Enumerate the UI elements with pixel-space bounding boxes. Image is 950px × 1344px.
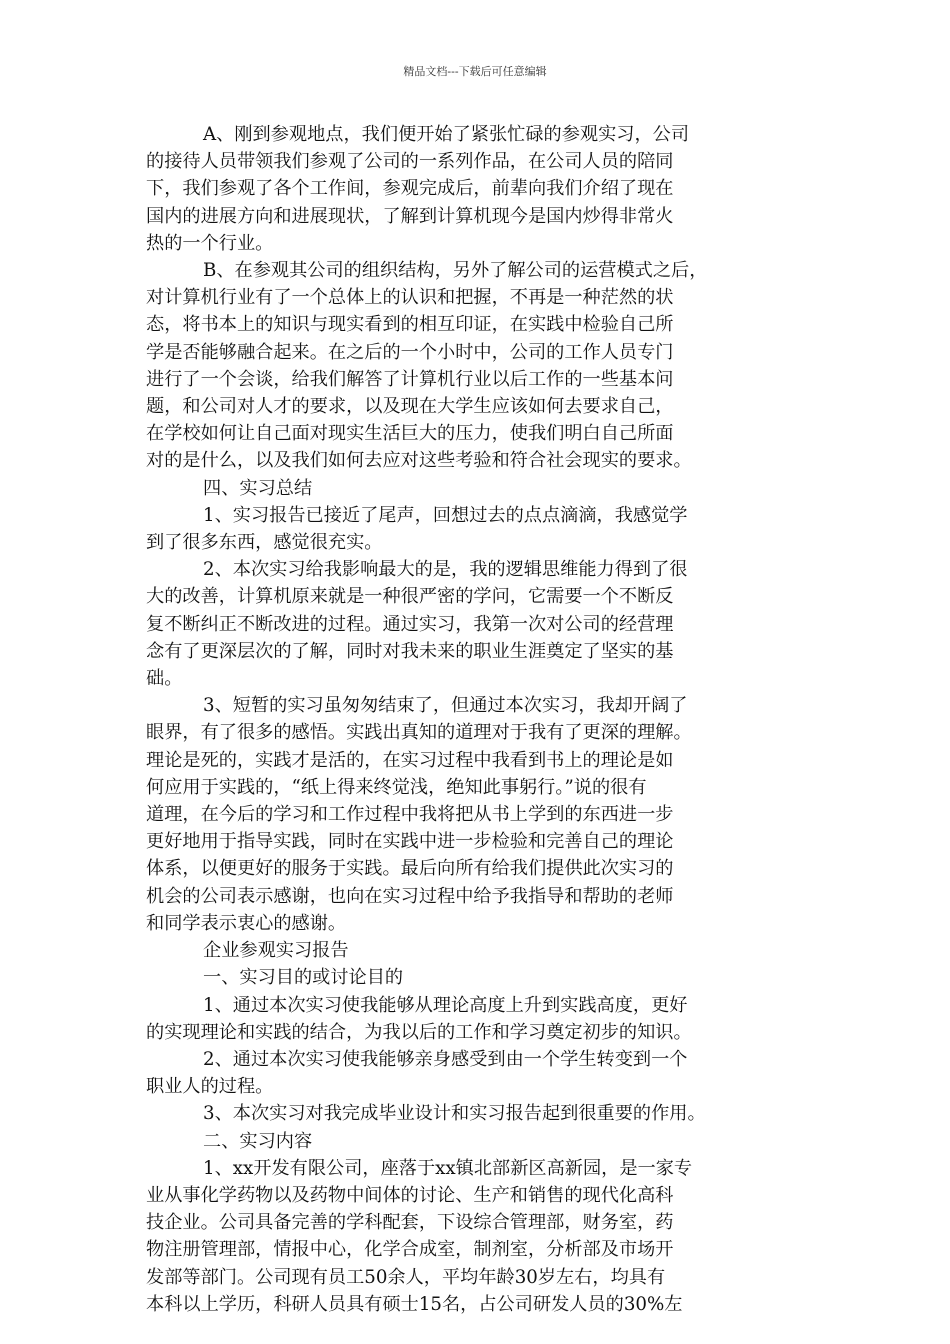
page-header: 精品文档---下载后可任意编辑 bbox=[403, 65, 547, 78]
text-line: 大的改善，计算机原来就是一种很严密的学问，它需要一个不断反 bbox=[146, 586, 674, 608]
paragraph bbox=[146, 964, 810, 991]
paragraph bbox=[146, 937, 810, 964]
text-line: 1、通过本次实习使我能够从理论高度上升到实践高度，更好 bbox=[203, 994, 688, 1016]
paragraph bbox=[146, 1046, 810, 1100]
text-line: 眼界，有了很多的感悟。实践出真知的道理对于我有了更深的理解。 bbox=[146, 722, 692, 744]
text-line: 何应用于实践的，“纸上得来终觉浅，绝知此事躬行。”说的很有 bbox=[146, 776, 647, 798]
text-line: 下，我们参观了各个工作间，参观完成后，前辈向我们介绍了现在 bbox=[146, 178, 674, 200]
paragraph bbox=[146, 1128, 810, 1155]
text-line: B、在参观其公司的组织结构，另外了解公司的运营模式之后， bbox=[203, 260, 708, 282]
text-line: 理论是死的，实践才是活的，在实习过程中我看到书上的理论是如 bbox=[146, 749, 674, 771]
paragraph bbox=[146, 475, 810, 502]
paragraph bbox=[146, 992, 810, 1046]
text-line: 发部等部门。公司现有员工50余人，平均年龄30岁左右，均具有 bbox=[146, 1266, 666, 1288]
text-line: 四、实习总结 bbox=[203, 477, 313, 499]
text-line: 学是否能够融合起来。在之后的一个小时中，公司的工作人员专门 bbox=[146, 341, 674, 363]
text-line: 企业参观实习报告 bbox=[203, 940, 349, 962]
text-line: 复不断纠正不断改进的过程。通过实习，我第一次对公司的经营理 bbox=[146, 613, 674, 635]
text-line: 机会的公司表示感谢，也向在实习过程中给予我指导和帮助的老师 bbox=[146, 885, 674, 907]
text-line: 1、xx开发有限公司，座落于xx镇北部新区高新园，是一家专 bbox=[203, 1157, 693, 1179]
text-line: 技企业。公司具备完善的学科配套，下设综合管理部，财务室，药 bbox=[146, 1212, 674, 1234]
text-line: 对的是什么，以及我们如何去应对这些考验和符合社会现实的要求。 bbox=[146, 450, 692, 472]
text-line: 3、短暂的实习虽匆匆结束了，但通过本次实习，我却开阔了 bbox=[203, 695, 688, 717]
text-line: 二、实习内容 bbox=[203, 1130, 313, 1152]
text-line: 态，将书本上的知识与现实看到的相互印证，在实践中检验自己所 bbox=[146, 314, 674, 336]
text-line: 和同学表示衷心的感谢。 bbox=[146, 912, 347, 934]
text-line: 2、本次实习给我影响最大的是，我的逻辑思维能力得到了很 bbox=[203, 559, 688, 581]
paragraph bbox=[146, 1155, 810, 1318]
text-line: 的接待人员带领我们参观了公司的一系列作品，在公司人员的陪同 bbox=[146, 151, 674, 173]
text-line: 础。 bbox=[146, 668, 183, 690]
text-line: 在学校如何让自己面对现实生活巨大的压力，使我们明白自己所面 bbox=[146, 423, 674, 445]
text-line: 国内的进展方向和进展现状，了解到计算机现今是国内炒得非常火 bbox=[146, 205, 674, 227]
paragraph bbox=[146, 692, 810, 937]
paragraph bbox=[146, 502, 810, 556]
text-line: 一、实习目的或讨论目的 bbox=[203, 967, 404, 989]
paragraph bbox=[146, 1100, 810, 1127]
text-line: 业从事化学药物以及药物中间体的讨论、生产和销售的现代化高科 bbox=[146, 1184, 674, 1206]
text-line: 1、实习报告已接近了尾声，回想过去的点点滴滴，我感觉学 bbox=[203, 504, 688, 526]
text-line: 的实现理论和实践的结合，为我以后的工作和学习奠定初步的知识。 bbox=[146, 1021, 692, 1043]
paragraph bbox=[146, 556, 810, 692]
document-body bbox=[146, 121, 810, 1318]
text-line: 热的一个行业。 bbox=[146, 232, 274, 254]
text-line: 职业人的过程。 bbox=[146, 1076, 274, 1098]
text-line: A、刚到参观地点，我们便开始了紧张忙碌的参观实习，公司 bbox=[203, 124, 690, 145]
text-line: 3、本次实习对我完成毕业设计和实习报告起到很重要的作用。 bbox=[203, 1103, 706, 1125]
text-line: 物注册管理部，情报中心，化学合成室，制剂室，分析部及市场开 bbox=[146, 1239, 674, 1261]
text-line: 念有了更深层次的了解，同时对我未来的职业生涯奠定了坚实的基 bbox=[146, 640, 674, 662]
text-line: 体系，以便更好的服务于实践。最后向所有给我们提供此次实习的 bbox=[146, 858, 674, 880]
text-line: 2、通过本次实习使我能够亲身感受到由一个学生转变到一个 bbox=[203, 1048, 688, 1070]
text-line: 更好地用于指导实践，同时在实践中进一步检验和完善自己的理论 bbox=[146, 831, 674, 853]
text-line: 到了很多东西，感觉很充实。 bbox=[146, 532, 383, 554]
text-line: 对计算机行业有了一个总体上的认识和把握，不再是一种茫然的状 bbox=[146, 287, 674, 309]
text-line: 进行了一个会谈，给我们解答了计算机行业以后工作的一些基本问 bbox=[146, 368, 674, 390]
text-line: 道理，在今后的学习和工作过程中我将把从书上学到的东西进一步 bbox=[146, 804, 674, 826]
text-line: 题，和公司对人才的要求，以及现在大学生应该如何去要求自己， bbox=[146, 396, 674, 418]
text-line: 本科以上学历，科研人员具有硕士15名，占公司研发人员的30%左 bbox=[146, 1293, 683, 1315]
paragraph bbox=[146, 121, 810, 257]
paragraph bbox=[146, 257, 810, 475]
